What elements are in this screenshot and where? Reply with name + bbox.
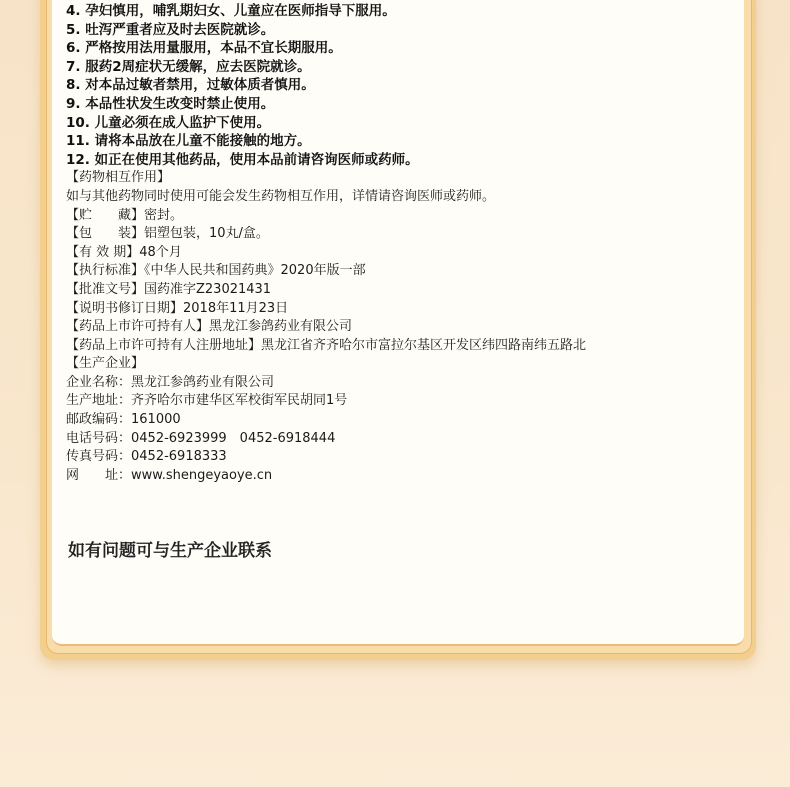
approval-number-line: 【批准文号】国药准字Z23021431 [66,281,272,297]
license-holder-line: 【药品上市许可持有人】黑龙江参鸽药业有限公司 [66,319,353,335]
section-heading-interactions: 【药物相互作用】 [66,170,171,186]
warning-item: 4. 孕妇慎用，哺乳期妇女、儿童应在医师指导下服用。 [66,3,396,19]
packaging-line: 【包 装】铝塑包装，10丸/盒。 [66,226,269,242]
contact-note: 如有问题可与生产企业联系 [68,541,272,561]
company-name-line: 企业名称：黑龙江参鸽药业有限公司 [66,374,275,390]
fax-line: 传真号码：0452-6918333 [66,449,227,465]
interactions-text: 如与其他药物同时使用可能会发生药物相互作用，详情请咨询医师或药师。 [66,188,496,204]
warning-item: 10. 儿童必须在成人监护下使用。 [66,114,271,131]
license-holder-address-line: 【药品上市许可持有人注册地址】黑龙江省齐齐哈尔市富拉尔基区开发区纬四路南纬五路北 [66,337,587,353]
warning-item: 6. 严格按用法用量服用，本品不宜长期服用。 [66,40,342,57]
warning-item: 7. 服药2周症状无缓解，应去医院就诊。 [66,58,311,75]
warning-item: 5. 吐泻严重者应及时去医院就诊。 [66,21,275,38]
phone-line: 电话号码：0452-6923999 0452-6918444 [66,430,336,446]
warning-item: 9. 本品性状发生改变时禁止使用。 [66,95,275,112]
standard-line: 【执行标准】《中华人民共和国药典》2020年版一部 [66,263,366,279]
warning-item: 8. 对本品过敏者禁用，过敏体质者慎用。 [66,77,315,94]
shelf-life-line: 【有 效 期】48个月 [66,244,182,260]
section-heading-manufacturer: 【生产企业】 [66,356,145,372]
warning-item: 11. 请将本品放在儿童不能接触的地方。 [66,133,311,150]
revision-date-line: 【说明书修订日期】2018年11月23日 [66,300,289,316]
postal-code-line: 邮政编码：161000 [66,412,181,428]
leaflet-content [66,2,736,485]
website-line: 网 址：www.shengeyaoye.cn [66,467,273,483]
production-address-line: 生产地址：齐齐哈尔市建华区军校街军民胡同1号 [66,393,348,409]
warning-item: 12. 如正在使用其他药品，使用本品前请咨询医师或药师。 [66,151,419,168]
storage-line: 【贮 藏】密封。 [66,207,184,223]
